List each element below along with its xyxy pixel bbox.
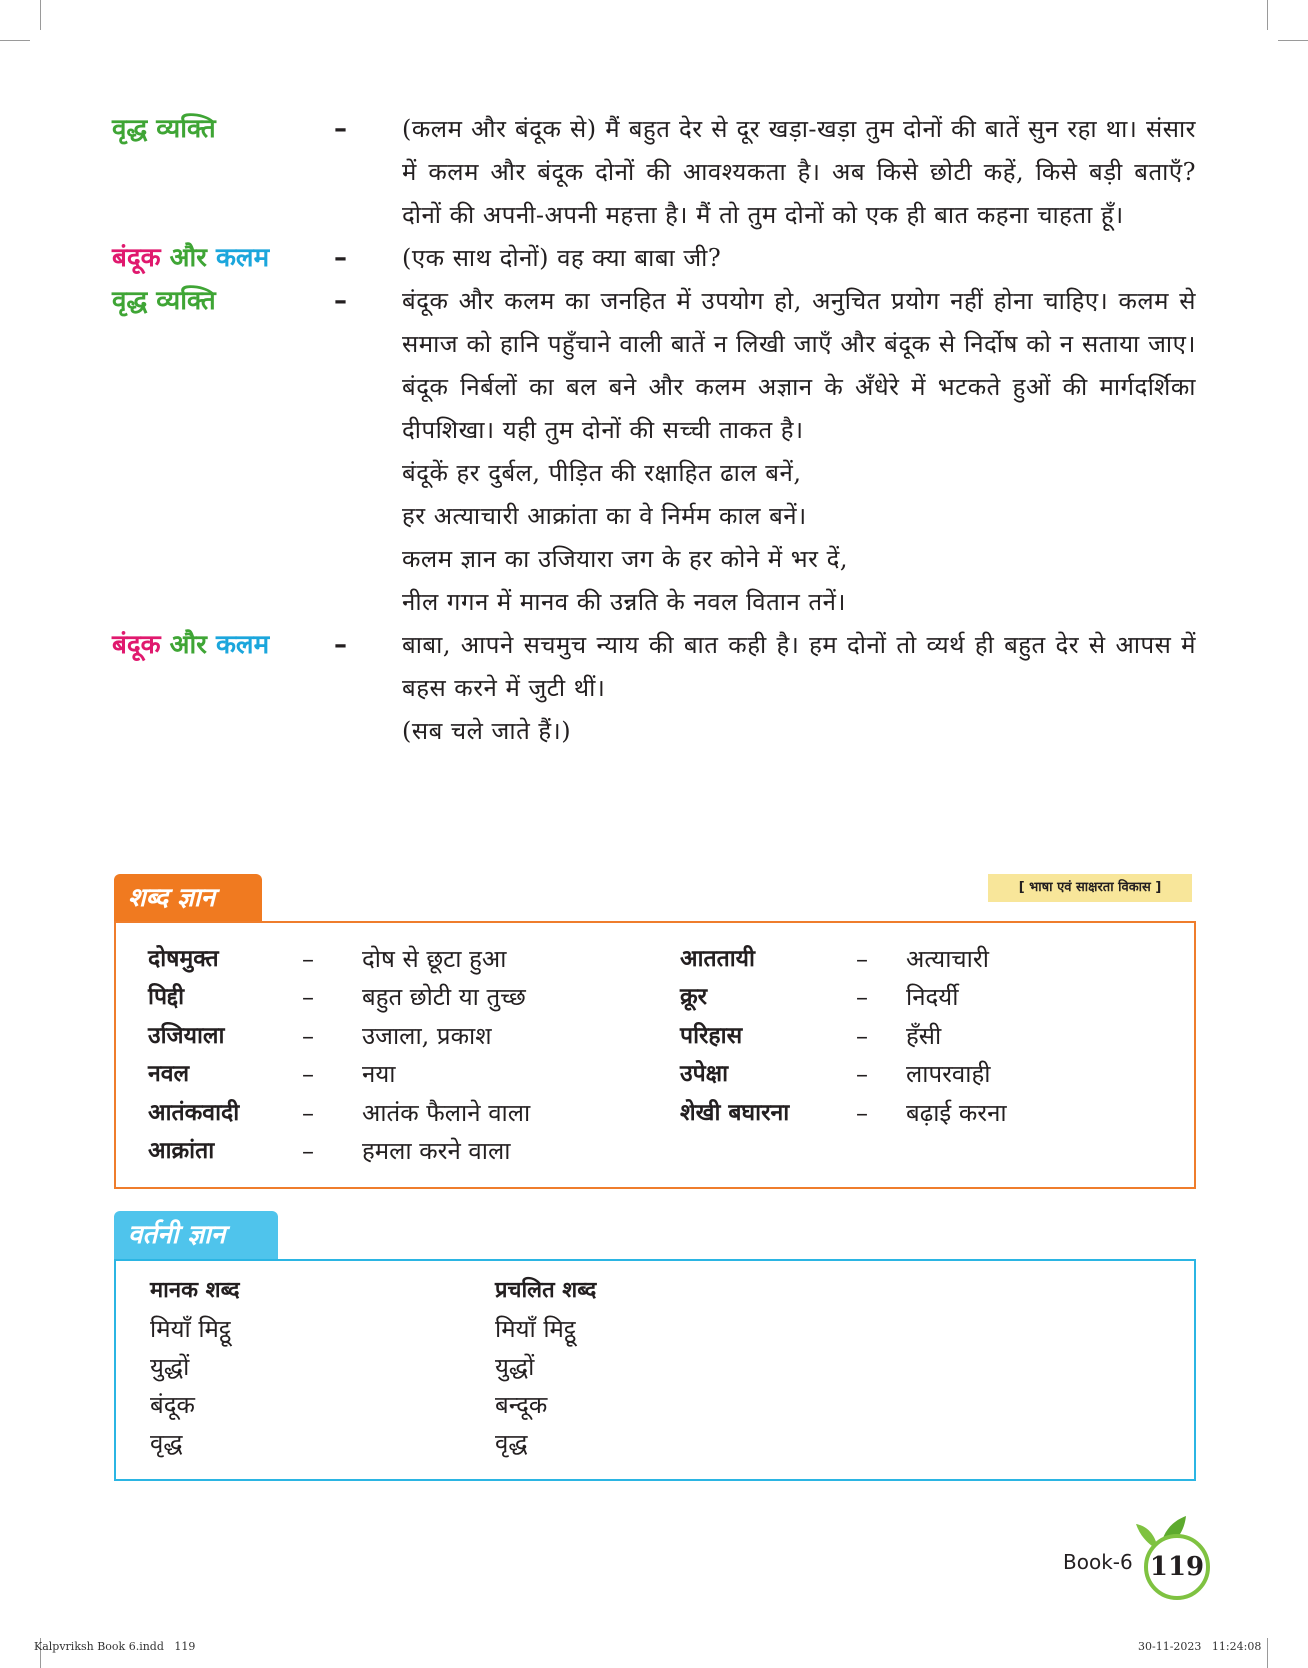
vocab-dash: – [856,983,868,1012]
speaker-name: वृद्ध व्यक्ति [112,286,216,316]
speech-paragraph: (कलम और बंदूक से) मैं बहुत देर से दूर खड़ा-खड़ा तुम दोनों की बातें सुन रहा था। संसार में कलम और बंदूक दोनों की आवश्यकता है। अब किसे छोटी कहें, किसे बड़ी बताएँ? दोनों की अपनी-अपनी महत्ता है। मैं तो तुम दोनों को एक ही बात कहना चाहता हूँ। [402,115,1197,229]
vocab-meaning: अत्याचारी [906,945,989,973]
speaker-dash: – [334,630,347,660]
speaker-label [112,624,392,667]
vocab-meaning: लापरवाही [906,1060,991,1089]
vocab-row [148,1055,1178,1093]
speaker-name-banduk: बंदूक [112,243,161,273]
speaker-label [112,108,392,151]
speech-text [402,108,1196,237]
vocab-meaning: आतंक फैलाने वाला [362,1098,531,1127]
common-word: वृद्ध [495,1429,528,1457]
vocab-meaning: बहुत छोटी या तुच्छ [362,983,526,1012]
vocab-word: परिहास [680,1022,743,1049]
vocab-dash: – [302,983,314,1012]
vocab-word: नवल [148,1061,190,1088]
page-number: 119 [1144,1534,1210,1600]
speaker-name-banduk: बंदूक [112,630,161,660]
dialogue-section [112,108,1196,753]
crop-mark [40,0,41,30]
speaker-conjunction: और [160,630,216,660]
vocab-dash: – [856,1060,868,1089]
spelling-header-row [150,1272,1050,1310]
shabd-gyan-title: शब्द ज्ञान [114,874,262,922]
speaker-dash: – [334,286,347,316]
speech-paragraph: बाबा, आपने सचमुच न्याय की बात कही है। हम दोनों तो व्यर्थ ही बहुत देर से आपस में बहस करने में जुटी थीं। [402,631,1196,702]
standard-word: वृद्ध [150,1429,183,1457]
dialogue-entry [112,624,1196,753]
speaker-name: वृद्ध व्यक्ति [112,114,216,144]
vocab-meaning: निदर्यी [906,983,959,1012]
vocab-meaning: नया [362,1060,396,1089]
verse-line: हर अत्याचारी आक्रांता का वे निर्मम काल बनें। [402,502,807,530]
vocab-dash: – [856,1021,868,1050]
speaker-name-kalam: कलम [215,243,270,273]
common-word: युद्धों [495,1353,535,1381]
vocab-dash: – [302,1098,314,1127]
vocab-dash: – [302,1060,314,1089]
spelling-row [150,1386,1050,1424]
verse-line: बंदूकें हर दुर्बल, पीड़ित की रक्षाहित ढाल बनें, [402,459,802,487]
spelling-row [150,1348,1050,1386]
speaker-label [112,237,392,280]
vocab-dash: – [302,1136,314,1165]
stage-direction: (सब चले जाते हैं।) [402,717,572,745]
vocab-word: दोषमुक्त [148,946,219,972]
crop-mark [1278,40,1308,41]
dialogue-entry [112,237,1196,280]
print-slug-file: Kalpvriksh Book 6.indd 119 [34,1640,196,1653]
vocabulary-list [148,940,1178,1170]
common-word: मियाँ मिट्ठू [495,1315,576,1343]
crop-mark [1267,1638,1268,1668]
vocab-word: शेखी बघारना [680,1099,790,1126]
speech-text [402,237,1196,280]
speaker-dash: – [334,243,347,273]
common-word-header: प्रचलित शब्द [495,1278,597,1303]
spelling-row [150,1310,1050,1348]
vocab-row [148,1094,1178,1132]
vocab-word: उजियाला [148,1022,225,1049]
speech-text [402,624,1196,753]
speech-paragraph: बंदूक और कलम का जनहित में उपयोग हो, अनुचित प्रयोग नहीं होना चाहिए। कलम से समाज को हानि पहुँचाने वाली बातें न लिखी जाएँ और बंदूक से निर्दोष को न सताया जाए। बंदूक निर्बलों का बल बने और कलम अज्ञान के अँधेरे में भटकते हुओं की मार्गदर्शिका दीपशिखा। यही तुम दोनों की सच्ची ताकत है। [402,287,1196,444]
speaker-dash: – [334,114,347,144]
dialogue-entry [112,280,1196,624]
standard-word: युद्धों [150,1353,190,1381]
speech-text [402,280,1196,624]
vocab-row [148,978,1178,1016]
vocab-meaning: हँसी [906,1021,942,1050]
verse-line: नील गगन में मानव की उन्नति के नवल वितान तनें। [402,588,847,616]
skill-tag: [ भाषा एवं साक्षरता विकास ] [988,874,1192,902]
speaker-name-kalam: कलम [215,630,270,660]
speaker-conjunction: और [160,243,216,273]
vocab-word: उपेक्षा [680,1061,729,1088]
spelling-row [150,1424,1050,1462]
vartani-gyan-title: वर्तनी ज्ञान [114,1211,278,1259]
vocab-meaning: हमला करने वाला [362,1136,511,1165]
spelling-table [150,1272,1050,1462]
vocab-row [148,1132,1178,1170]
crop-mark [0,40,30,41]
dialogue-entry [112,108,1196,237]
vocab-word: आततायी [680,946,755,972]
vocab-meaning: बढ़ाई करना [906,1098,1007,1127]
vocab-word: आक्रांता [148,1137,215,1164]
vocab-dash: – [856,1098,868,1127]
verse-line: कलम ज्ञान का उजियारा जग के हर कोने में भर दें, [402,545,848,573]
vocab-word: क्रूर [680,984,708,1011]
vocab-meaning: दोष से छूटा हुआ [362,945,507,973]
common-word: बन्दूक [495,1391,548,1419]
standard-word: मियाँ मिट्ठू [150,1315,231,1343]
standard-word-header: मानक शब्द [150,1278,240,1303]
vocab-dash: – [856,945,868,973]
vocab-word: पिद्दी [148,984,185,1011]
vocab-dash: – [302,1021,314,1050]
speaker-label [112,280,392,323]
print-slug-date: 30-11-2023 11:24:08 [1138,1640,1262,1653]
vocab-word: आतंकवादी [148,1099,240,1126]
book-label: Book-6 [1063,1550,1133,1574]
speech-paragraph: (एक साथ दोनों) वह क्या बाबा जी? [402,244,722,272]
vocab-row [148,1017,1178,1055]
vocab-row [148,940,1178,978]
vocab-meaning: उजाला, प्रकाश [362,1021,492,1050]
vocab-dash: – [302,945,314,973]
standard-word: बंदूक [150,1391,195,1419]
crop-mark [1267,0,1268,30]
